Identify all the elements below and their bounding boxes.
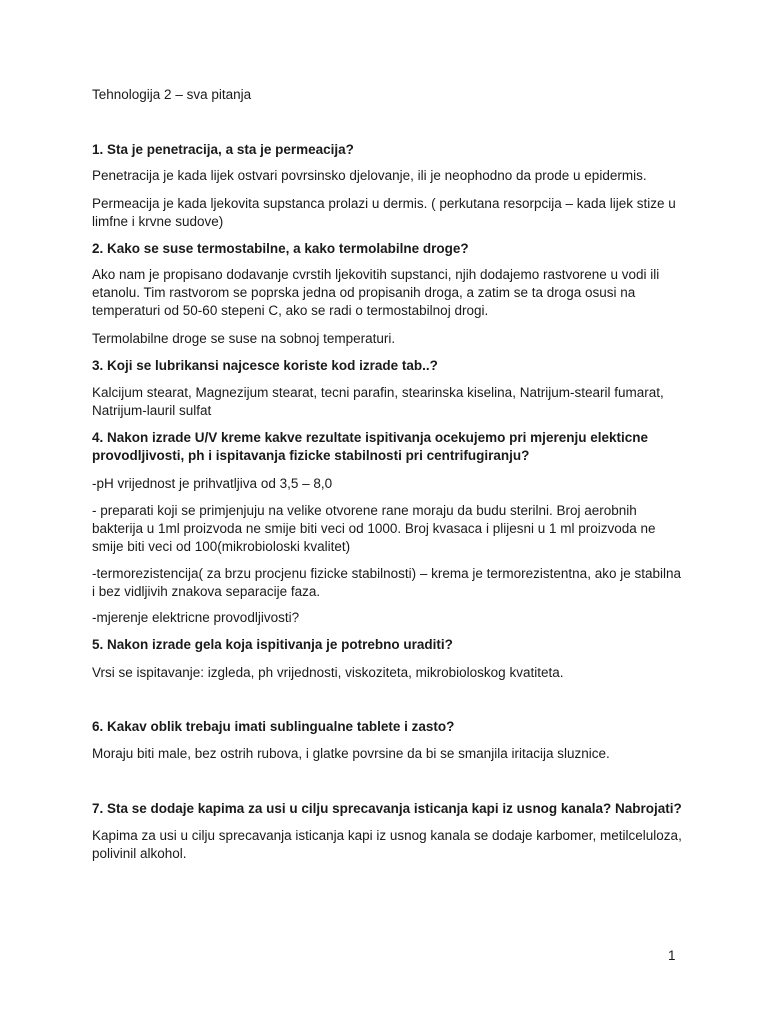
question-2: 2. Kako se suse termostabilne, a kako termolabilne droge? bbox=[92, 241, 469, 256]
question-7: 7. Sta se dodaje kapima za usi u cilju sprecavanja isticanja kapi iz usnog kanala? Nabrojati? bbox=[92, 801, 682, 816]
answer-1-paragraph-2: Permeacija je kada ljekovita supstanca prolazi u dermis. ( perkutana resorpcija – kada lijek stize u limfne i krvne sudove) bbox=[92, 196, 676, 229]
answer-4-paragraph-1: -pH vrijednost je prihvatljiva od 3,5 – 8,0 bbox=[92, 476, 333, 491]
question-3: 3. Koji se lubrikansi najcesce koriste kod izrade tab..? bbox=[92, 358, 438, 373]
page-number: 1 bbox=[668, 948, 676, 963]
answer-7-paragraph-1: Kapima za usi u cilju sprecavanja isticanja kapi iz usnog kanala se dodaje karbomer, metilceluloza, polivinil alkohol. bbox=[92, 828, 682, 861]
question-4: 4. Nakon izrade U/V kreme kakve rezultate ispitivanja ocekujemo pri mjerenju elekticne provodljivosti, ph i ispitavanja fizicke stabilnosti pri centrifugiranju? bbox=[92, 430, 648, 463]
question-6: 6. Kakav oblik trebaju imati sublingualne tablete i zasto? bbox=[92, 719, 455, 734]
answer-1-paragraph-1: Penetracija je kada lijek ostvari povrsinsko djelovanje, ili je neophodno da prode u epidermis. bbox=[92, 168, 647, 183]
answer-6-paragraph-1: Moraju biti male, bez ostrih rubova, i glatke povrsine da bi se smanjila iritacija sluznice. bbox=[92, 746, 610, 761]
answer-2-paragraph-1: Ako nam je propisano dodavanje cvrstih ljekovitih supstanci, njih dodajemo rastvorene u vodi ili etanolu. Tim rastvorom se poprska jedna od propisanih droga, a zatim se ta droga osusi na temperaturi od 50-60 stepeni C, ako se radi o termostabilnoj drogi. bbox=[92, 267, 660, 318]
question-1: 1. Sta je penetracija, a sta je permeacija? bbox=[92, 142, 354, 157]
answer-4-paragraph-2: - preparati koji se primjenjuju na velike otvorene rane moraju da budu sterilni. Broj aerobnih bakterija u 1ml proizvoda ne smije biti veci od 1000. Broj kvasaca i plijesni u 1 ml proizvoda ne smije biti veci od 100(mikrobioloski kvalitet) bbox=[92, 503, 656, 554]
question-5: 5. Nakon izrade gela koja ispitivanja je potrebno uraditi? bbox=[92, 637, 453, 652]
answer-4-paragraph-3: -termorezistencija( za brzu procjenu fizicke stabilnosti) – krema je termorezistentna, ako je stabilna i bez vidljivih znakova separacije faza. bbox=[92, 566, 681, 599]
document-title: Tehnologija 2 – sva pitanja bbox=[92, 87, 252, 102]
answer-3-paragraph-1: Kalcijum stearat, Magnezijum stearat, tecni parafin, stearinska kiselina, Natrijum-stearil fumarat, Natrijum-lauril sulfat bbox=[92, 385, 664, 418]
answer-4-paragraph-4: -mjerenje elektricne provodljivosti? bbox=[92, 610, 300, 625]
answer-2-paragraph-2: Termolabilne droge se suse na sobnoj temperaturi. bbox=[92, 331, 396, 346]
answer-5-paragraph-1: Vrsi se ispitavanje: izgleda, ph vrijednosti, viskoziteta, mikrobioloskog kvatiteta. bbox=[92, 665, 564, 680]
